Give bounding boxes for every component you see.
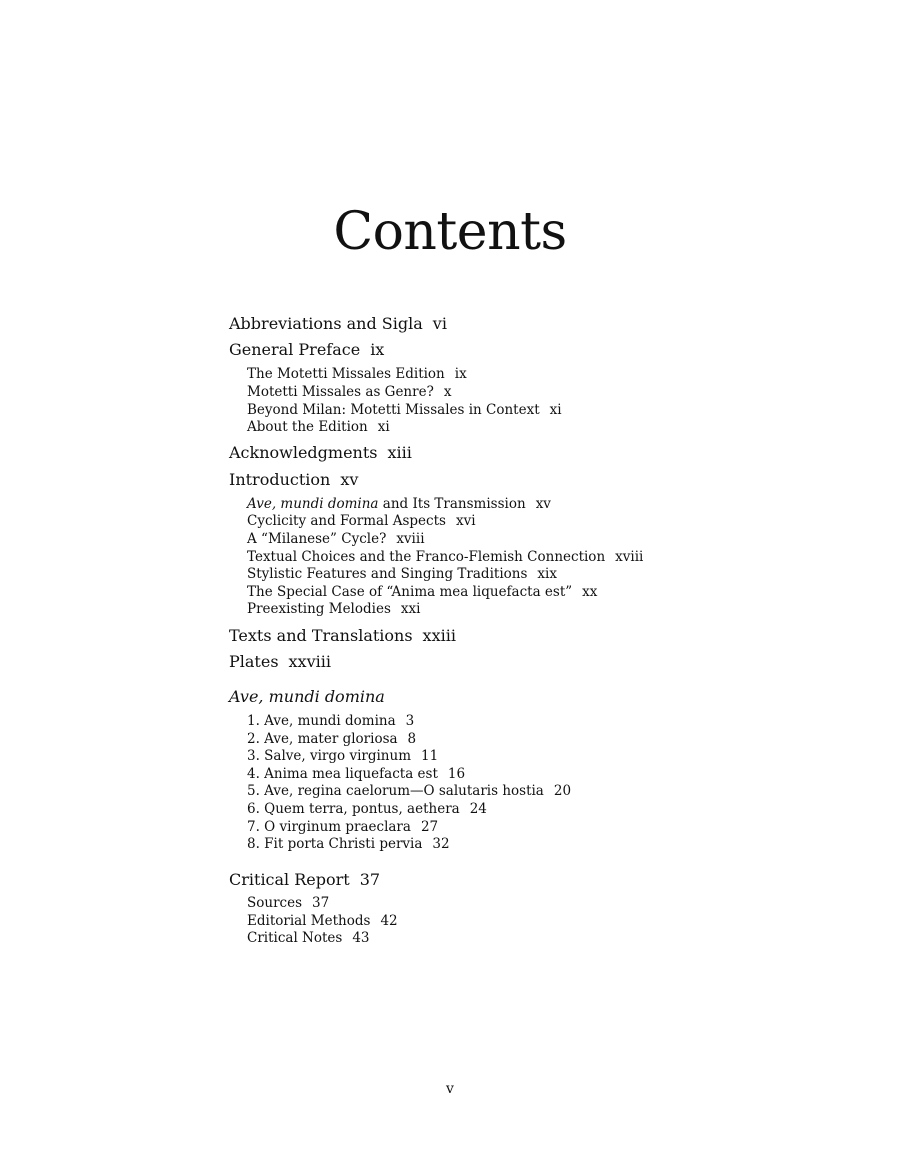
page-number: v <box>446 1081 454 1097</box>
toc-entry-page: xi <box>377 419 390 435</box>
toc-entry-page: xiii <box>387 443 412 462</box>
toc-entry-page: xv <box>340 470 359 489</box>
toc-entry-title: Preexisting Melodies <box>247 601 391 617</box>
toc-entry-title: Texts and Translations <box>229 626 413 645</box>
toc-entry-title: The Special Case of “Anima mea liquefacta est” <box>247 584 573 600</box>
toc-entry-page: 42 <box>380 913 398 929</box>
toc-entry-page: xix <box>537 566 557 582</box>
toc-entry-title: General Preface <box>229 340 361 359</box>
toc-entry-title: 6. Quem terra, pontus, aethera <box>247 801 460 817</box>
toc-subentry[interactable] <box>247 549 643 566</box>
toc-subentry[interactable] <box>247 783 571 800</box>
toc-entry-title: Motetti Missales as Genre? <box>247 384 434 400</box>
toc-section-ave-mundi <box>229 687 385 707</box>
toc-subentry[interactable] <box>247 601 420 618</box>
toc-subentry[interactable] <box>247 531 425 548</box>
toc-entry-page: xv <box>535 496 551 512</box>
toc-entry-page: vi <box>432 314 447 333</box>
toc-entry-page: xi <box>549 402 562 418</box>
toc-entry-page: 20 <box>553 783 572 799</box>
toc-entry-title: Critical Notes <box>247 930 343 946</box>
toc-entry-title: 2. Ave, mater gloriosa <box>247 731 398 747</box>
toc-entry-page: 11 <box>421 748 439 764</box>
toc-entry-title: Textual Choices and the Franco-Flemish Connection <box>247 549 606 565</box>
toc-entry-title: Sources <box>247 895 303 911</box>
toc-subentry[interactable] <box>247 584 597 601</box>
toc-entry-page: 27 <box>420 819 439 835</box>
toc-entry-page: x <box>443 384 452 400</box>
toc-entry-page: xxi <box>400 601 421 617</box>
page-title: Contents <box>333 202 567 262</box>
toc-entry-title: Stylistic Features and Singing Traditions <box>247 566 528 582</box>
toc-subentry[interactable] <box>247 402 562 419</box>
toc-entry-page: 32 <box>432 836 450 852</box>
toc-entry-title: Critical Report <box>229 870 350 889</box>
toc-subentry[interactable] <box>247 384 451 401</box>
toc-subentry[interactable] <box>247 496 551 513</box>
toc-entry-page: xviii <box>396 531 425 547</box>
toc-subentry[interactable] <box>247 366 467 383</box>
toc-entry-critical-report[interactable] <box>229 870 380 890</box>
toc-subentry[interactable] <box>247 766 465 783</box>
toc-subentry[interactable] <box>247 419 390 436</box>
toc-entry-page: 16 <box>447 766 466 782</box>
toc-subentry[interactable] <box>247 836 450 853</box>
toc-entry-page: 8 <box>407 731 417 747</box>
toc-entry-page: xviii <box>615 549 644 565</box>
toc-entry-page: xx <box>582 584 598 600</box>
toc-entry-title: 5. Ave, regina caelorum—O salutaris hostia <box>247 783 544 799</box>
toc-entry-title-italic: Ave, mundi domina <box>247 496 379 512</box>
toc-entry-title: Editorial Methods <box>247 913 371 929</box>
toc-entry-texts-translations[interactable] <box>229 626 456 646</box>
toc-entry-page: 24 <box>469 801 487 817</box>
toc-entry-page: 3 <box>405 713 415 729</box>
toc-entry-abbreviations[interactable] <box>229 314 447 334</box>
toc-entry-page: xvi <box>455 513 476 529</box>
toc-entry-title: Beyond Milan: Motetti Missales in Context <box>247 402 540 418</box>
toc-subentry[interactable] <box>247 801 487 818</box>
toc-entry-page: 37 <box>359 870 381 889</box>
toc-entry-title: About the Edition <box>247 419 368 435</box>
toc-subentry[interactable] <box>247 748 438 765</box>
toc-subentry[interactable] <box>247 913 398 930</box>
toc-entry-page: ix <box>370 340 385 359</box>
toc-entry-plates[interactable] <box>229 652 331 672</box>
toc-entry-page: xxviii <box>288 652 331 671</box>
toc-subentry[interactable] <box>247 819 438 836</box>
toc-entry-title: and Its Transmission <box>378 496 526 512</box>
toc-entry-title: 1. Ave, mundi domina <box>247 713 396 729</box>
toc-entry-page: 43 <box>352 930 370 946</box>
toc-entry-title: 3. Salve, virgo virginum <box>247 748 411 764</box>
toc-entry-title: 8. Fit porta Christi pervia <box>247 836 423 852</box>
toc-entry-title: The Motetti Missales Edition <box>247 366 445 382</box>
toc-entry-title: 4. Anima mea liquefacta est <box>247 766 438 782</box>
toc-entry-acknowledgments[interactable] <box>229 443 412 463</box>
toc-subentry[interactable] <box>247 513 476 530</box>
toc-entry-title: 7. O virginum praeclara <box>247 819 411 835</box>
toc-subentry[interactable] <box>247 713 414 730</box>
toc-subentry[interactable] <box>247 895 329 912</box>
toc-entry-title: A “Milanese” Cycle? <box>247 531 387 547</box>
toc-subentry[interactable] <box>247 930 370 947</box>
toc-entry-title: Abbreviations and Sigla <box>229 314 423 333</box>
toc-entry-page: xxiii <box>422 626 456 645</box>
toc-entry-introduction[interactable] <box>229 470 358 490</box>
toc-entry-title: Plates <box>229 652 279 671</box>
toc-entry-general-preface[interactable] <box>229 340 384 360</box>
toc-entry-page: 37 <box>312 895 330 911</box>
toc-entry-title: Acknowledgments <box>229 443 378 462</box>
toc-subentry[interactable] <box>247 566 557 583</box>
toc-entry-title: Introduction <box>229 470 331 489</box>
toc-subentry[interactable] <box>247 731 416 748</box>
toc-entry-page: ix <box>454 366 467 382</box>
toc-section-title: Ave, mundi domina <box>229 687 385 706</box>
toc-entry-title: Cyclicity and Formal Aspects <box>247 513 446 529</box>
